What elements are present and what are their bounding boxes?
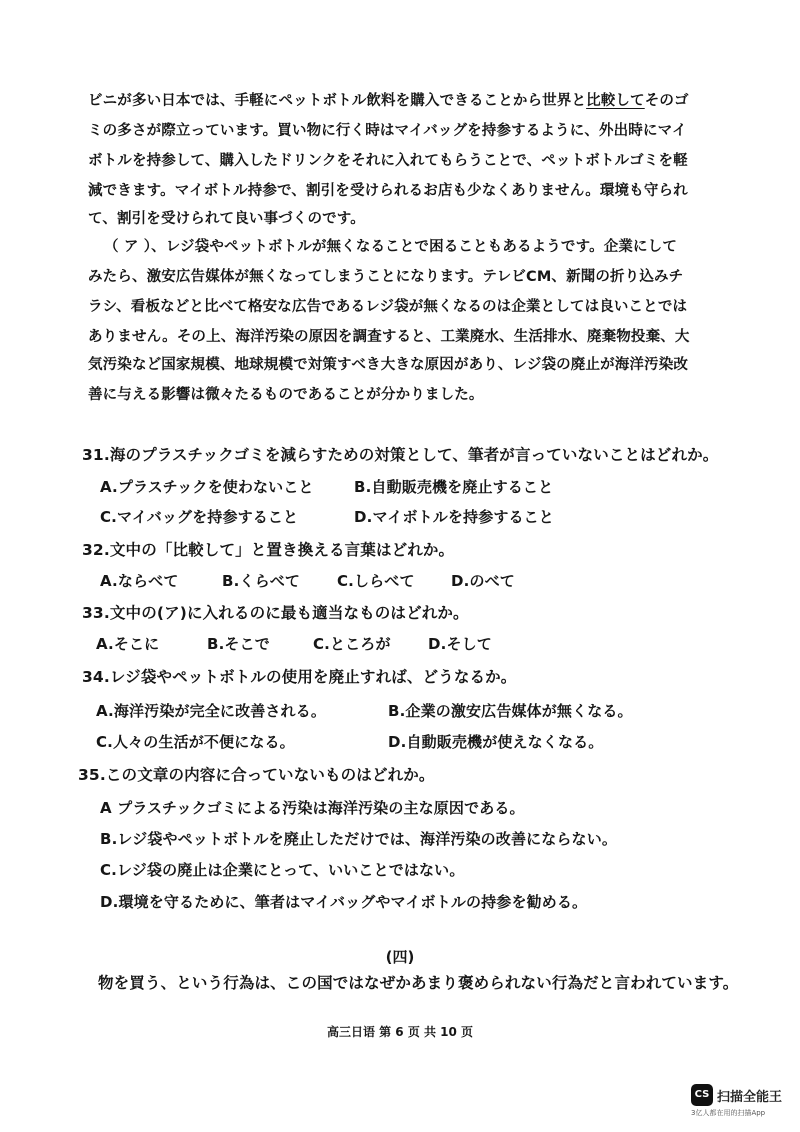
question-stem: 33.文中の(ア)に入れるのに最も適当なものはどれか。 [82,604,469,622]
passage-line: ミの多さが際立っています。買い物に行く時はマイバッグを持参するように、外出時にマイ [88,123,687,139]
watermark-name: 扫描全能王 [717,1090,783,1105]
option-b: B.くらべて [222,572,301,590]
option-a: A.プラスチックを使わないこと [100,478,314,496]
passage-line: ボトルを持参して、購入したドリンクをそれに入れてもらうことで、ペットボトルゴミを軽 [88,153,688,169]
watermark-tagline: 3亿人都在用的扫描App [691,1109,766,1117]
question-stem: 35.この文章の内容に合っていないものはどれか。 [78,766,435,784]
passage-line: 善に与える影響は微々たるものであることが分かりました。 [88,387,484,403]
passage-line: ありません。その上、海洋汚染の原因を調査すると、工業廃水、生活排水、廃棄物投棄、大 [88,329,690,345]
passage-text: ビニが多い日本では、手軽にペットボトル飲料を購入できることから世界と [88,93,587,109]
scanner-watermark [691,1084,791,1118]
option-d: D.そして [428,635,492,653]
underlined-phrase: 比較して [586,93,645,109]
passage-line: 気汚染など国家規模、地球規模で対策すべき大きな原因があり、レジ袋の廃止が海洋汚染改 [88,357,688,373]
passage-line: みたら、激安広告媒体が無くなってしまうことになります。テレビCM、新聞の折り込みチ [88,269,684,285]
option-a: A プラスチックゴミによる汚染は海洋汚染の主な原因である。 [100,799,525,817]
option-a: A.そこに [96,635,160,653]
passage-text: そのゴ [644,93,689,109]
option-c: C.レジ袋の廃止は企業にとって、いいことではない。 [100,861,465,879]
section-first-line: 物を買う、という行為は、この国ではなぜかあまり褒められない行為だと言われています。 [98,974,739,992]
option-a: A.ならべて [100,572,179,590]
option-d: D.自動販売機が使えなくなる。 [388,733,604,751]
option-b: B.レジ袋やペットボトルを廃止しただけでは、海洋汚染の改善にならない。 [100,830,618,848]
page-footer: 高三日语 第 6 页 共 10 页 [326,1025,474,1039]
passage-line [88,92,689,110]
option-c: C.マイバッグを持参すること [100,508,299,526]
question-stem: 34.レジ袋やペットボトルの使用を廃止すれば、どうなるか。 [82,668,517,686]
passage-line: ラシ、看板などと比べて格安な広告であるレジ袋が無くなるのは企業としては良いことでは [88,299,688,315]
option-b: B.そこで [207,635,270,653]
option-c: C.ところが [313,635,391,653]
passage-line: て、割引を受けられて良い事づくのです。 [88,211,365,227]
question-stem: 31.海のプラスチックゴミを減らすための対策として、筆者が言っていないことはどれか。 [82,446,719,464]
camscanner-logo-icon: CS [691,1084,713,1106]
option-b: B.企業の激安広告媒体が無くなる。 [388,702,633,720]
option-a: A.海洋汚染が完全に改善される。 [96,702,326,720]
option-c: C.しらべて [337,572,415,590]
option-d: D.のべて [451,572,515,590]
option-b: B.自動販売機を廃止すること [354,478,554,496]
question-stem: 32.文中の「比較して」と置き換える言葉はどれか。 [82,541,455,559]
option-c: C.人々の生活が不便になる。 [96,733,295,751]
section-heading: (四) [385,948,415,966]
passage-line: 減できます。マイボトル持参で、割引を受けられるお店も少なくありません。環境も守られ [88,183,688,199]
passage-line: （ ア ）、レジ袋やペットボトルが無くなることで困ることもあるようです。企業にして [104,239,677,255]
option-d: D.環境を守るために、筆者はマイバッグやマイボトルの持参を勧める。 [100,893,588,911]
option-d: D.マイボトルを持参すること [354,508,554,526]
